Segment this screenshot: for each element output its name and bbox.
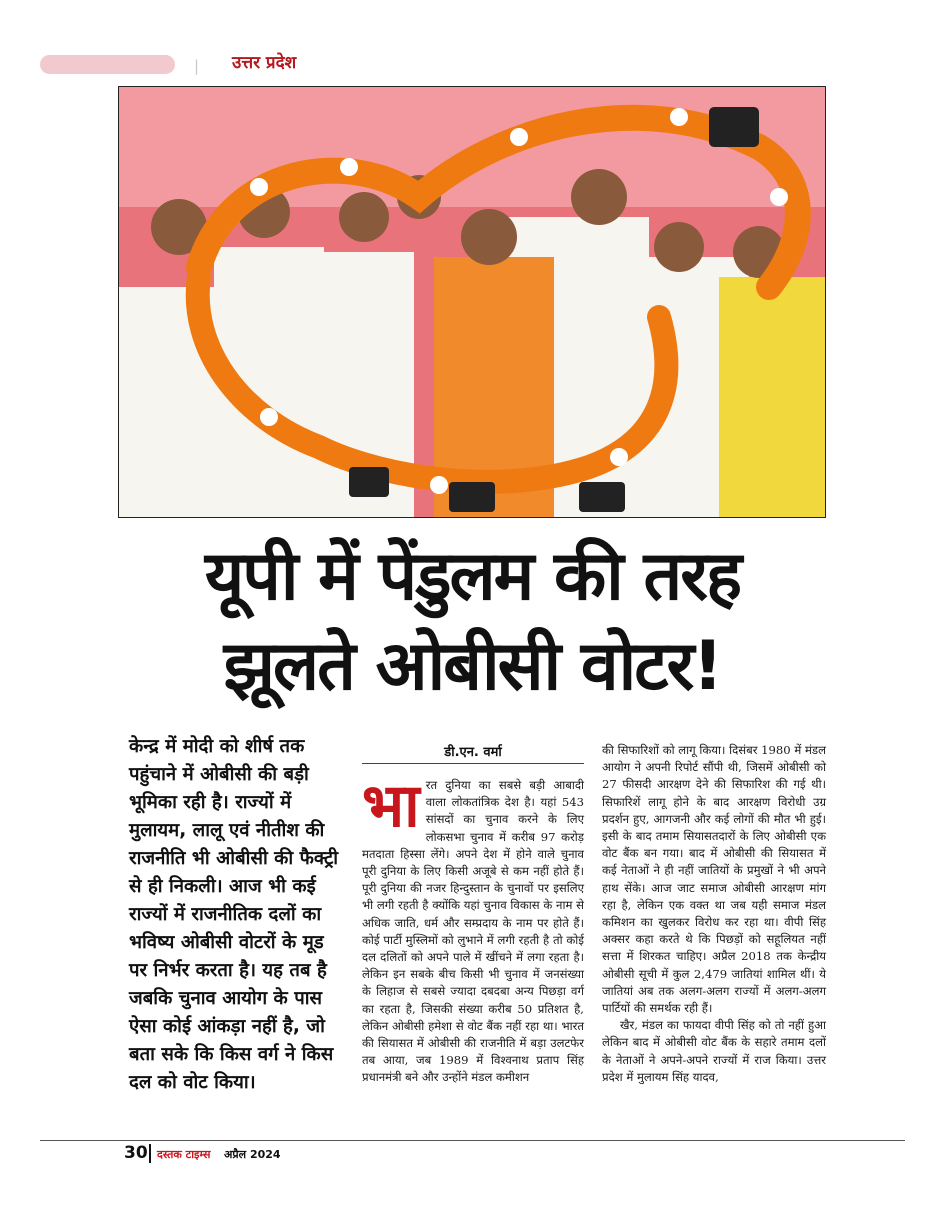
intro-blurb: केन्द्र में मोदी को शीर्ष तक पहुंचाने में ओबीसी की बड़ी भूमिका रही है। राज्यों में मुलायम, लालू एवं नीतीश की राजनीति भी ओबीसी की फैक्ट्री से ही निकली। आज भी कई राज्यों में राजनीतिक दलों का भविष्य ओबीसी वोटरों के मूड पर निर्भर करता है। यह तब है जबकि चुनाव आयोग के पास ऐसा कोई आंकड़ा नहीं है, जो बता सके कि किस वर्ग ने किस दल को वोट किया। — [129, 736, 339, 1093]
headline-line-2: झूलते ओबीसी वोटर! — [223, 627, 722, 706]
header-tab-pill — [40, 55, 175, 74]
article-column-2 — [602, 742, 826, 1086]
section-label: उत्तर प्रदेश — [232, 53, 297, 73]
article-text-1: रत दुनिया का सबसे बड़ी आबादी वाला लोकतांत्रिक देश है। यहां 543 सांसदों का चुनाव करने के लिए लोकसभा चुनाव में करीब 97 करोड़ मतदाता हिस्सा लेंगे। अपने देश में होने वाले चुनाव पूरी दुनिया के लिए किसी अजूबे से कम नहीं होते हैं। पूरी दुनिया की नजर हिन्दुस्तान के चुनावों पर इसलिए भी लगी रहती है क्योंकि यहां चुनाव विकास के नाम से अधिक जाति, धर्म और सम्प्रदाय के नाम पर होते हैं। कोई पार्टी मुस्लिमों को लुभाने में लगी रहती है तो कोई दल दलितों को अपने पाले में खींचने में लगा रहता है। लेकिन इन सबके बीच किसी भी चुनाव में जनसंख्या के लिहाज से सबसे ज्यादा दबदबा अन्य पिछड़ा वर्ग का रहता है, जिसकी संख्या करीब 50 प्रतिशत है, लेकिन ओबीसी हमेशा से वोट बैंक नहीं रहा था। भारत की सियासत में ओबीसी की राजनीति में बड़ा उलटफेर तब आया, जब 1989 में विश्वनाथ प्रताप सिंह प्रधानमंत्री बने और उन्होंने मंडल कमीशन — [362, 778, 584, 1085]
article-column-1 — [362, 771, 584, 1087]
header-separator: | — [194, 57, 200, 75]
publication-logo: दस्तक टाइम्स — [157, 1148, 211, 1161]
page-number: 30 — [124, 1143, 148, 1163]
byline-rule — [362, 763, 584, 764]
byline: डी.एन. वर्मा — [444, 745, 502, 760]
footer-divider — [149, 1144, 151, 1163]
headline — [90, 532, 855, 712]
issue-date: अप्रैल 2024 — [224, 1148, 281, 1161]
footer-rule — [40, 1140, 905, 1141]
article-paragraph: की सिफारिशों को लागू किया। दिसंबर 1980 में मंडल आयोग ने अपनी रिपोर्ट सौंपी थी, जिसमें ओबीसी को 27 फीसदी आरक्षण देने की सिफारिश की गई थी। सिफारिशें लागू होने के बाद आरक्षण विरोधी उग्र प्रदर्शन हुए, आगजनी और कई लोगों की मौत भी हुई। इसी के बाद तमाम सियासतदारों के लिए ओबीसी एक वोट बैंक बन गया। बाद में ओबीसी की सियासत में कई नेताओं ने ही नहीं जातियों के प्रमुखों ने भी अपने हाथ सेंके। आज जाट समाज ओबीसी आरक्षण मांग रहा है, लेकिन एक वक्त था जब यही समाज मंडल कमिशन का खुलकर विरोध कर रहा था। वीपी सिंह अक्सर कहा करते थे कि पिछड़ों को सहूलियत नहीं सत्ता में शिरकत चाहिए। अप्रैल 2018 तक केन्द्रीय ओबीसी सूची में कुल 2,479 जातियां शामिल थीं। ये जातियां अब तक अलग-अलग राज्यों में अलग-अलग पार्टियों की समर्थक रही हैं। — [602, 743, 826, 1016]
headline-line-1: यूपी में पेंडुलम की तरह — [204, 537, 741, 616]
lead-photo — [118, 86, 826, 518]
article-paragraph: खैर, मंडल का फायदा वीपी सिंह को तो नहीं हुआ लेकिन बाद में ओबीसी वोट बैंक के सहारे तमाम दलों के नेताओं ने अपने-अपने राज्यों में राज किया। उत्तर प्रदेश में मुलायम सिंह यादव, — [602, 1018, 826, 1084]
dropcap: भा — [362, 771, 420, 841]
